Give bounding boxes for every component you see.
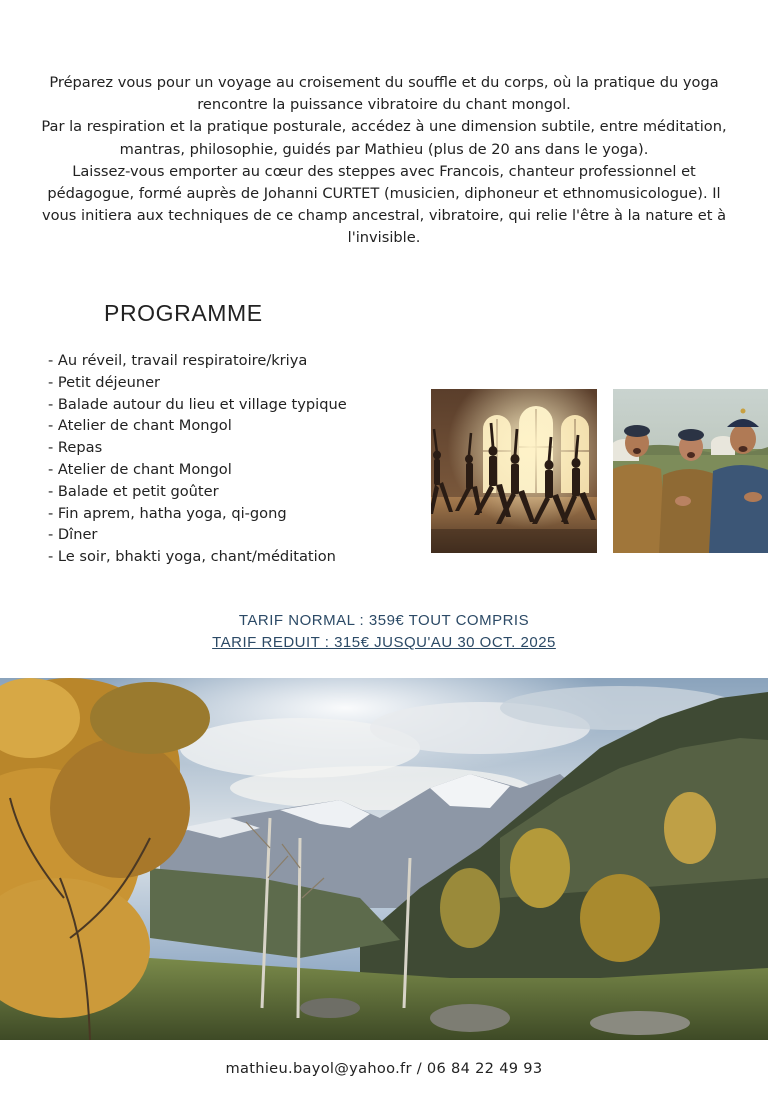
intro-paragraph-2: Par la respiration et la pratique posturale, accédez à une dimension subtile, entre méditation, mantras, philosophie, guidés par Mathieu (plus de 20 ans dans le yoga). [41, 118, 727, 158]
programme-item: - Dîner [48, 526, 98, 544]
programme-item: - Repas [48, 439, 103, 457]
mountain-landscape-photo [0, 678, 768, 1040]
intro-text [40, 72, 728, 250]
yoga-class-photo [431, 389, 597, 553]
tarif-normal: TARIF NORMAL : 359€ TOUT COMPRIS [238, 612, 530, 629]
mongol-singers-photo [613, 389, 768, 553]
programme-item: - Atelier de chant Mongol [48, 460, 232, 478]
intro-paragraph-1: Préparez vous pour un voyage au croisement du souffle et du corps, où la pratique du yoga rencontre la puissance vibratoire du chant mongol. [49, 74, 719, 114]
programme-item: - Balade et petit goûter [48, 482, 219, 500]
contact-info: mathieu.bayol@yahoo.fr / 06 84 22 49 93 [225, 1060, 543, 1077]
programme-item: - Atelier de chant Mongol [48, 417, 232, 435]
programme-item: - Le soir, bhakti yoga, chant/méditation [48, 548, 336, 566]
programme-title: PROGRAMME [104, 300, 263, 326]
programme-item: - Fin aprem, hatha yoga, qi-gong [48, 504, 287, 522]
programme-list [48, 350, 347, 568]
tarif-reduit-link[interactable]: TARIF REDUIT : 315€ JUSQU'AU 30 OCT. 2025 [212, 634, 556, 651]
programme-item: - Balade autour du lieu et village typique [48, 395, 347, 413]
intro-paragraph-3: Laissez-vous emporter au cœur des steppes avec Francois, chanteur professionnel et pédagogue, formé auprès de Johanni CURTET (musicien, diphoneur et ethnomusicologue). Il vous initiera aux techniques de ce champ ancestral, vibratoire, qui relie l'être à la nature et à l'invisible. [41, 162, 727, 247]
programme-item: - Au réveil, travail respiratoire/kriya [48, 352, 308, 369]
programme-item: - Petit déjeuner [48, 373, 161, 391]
